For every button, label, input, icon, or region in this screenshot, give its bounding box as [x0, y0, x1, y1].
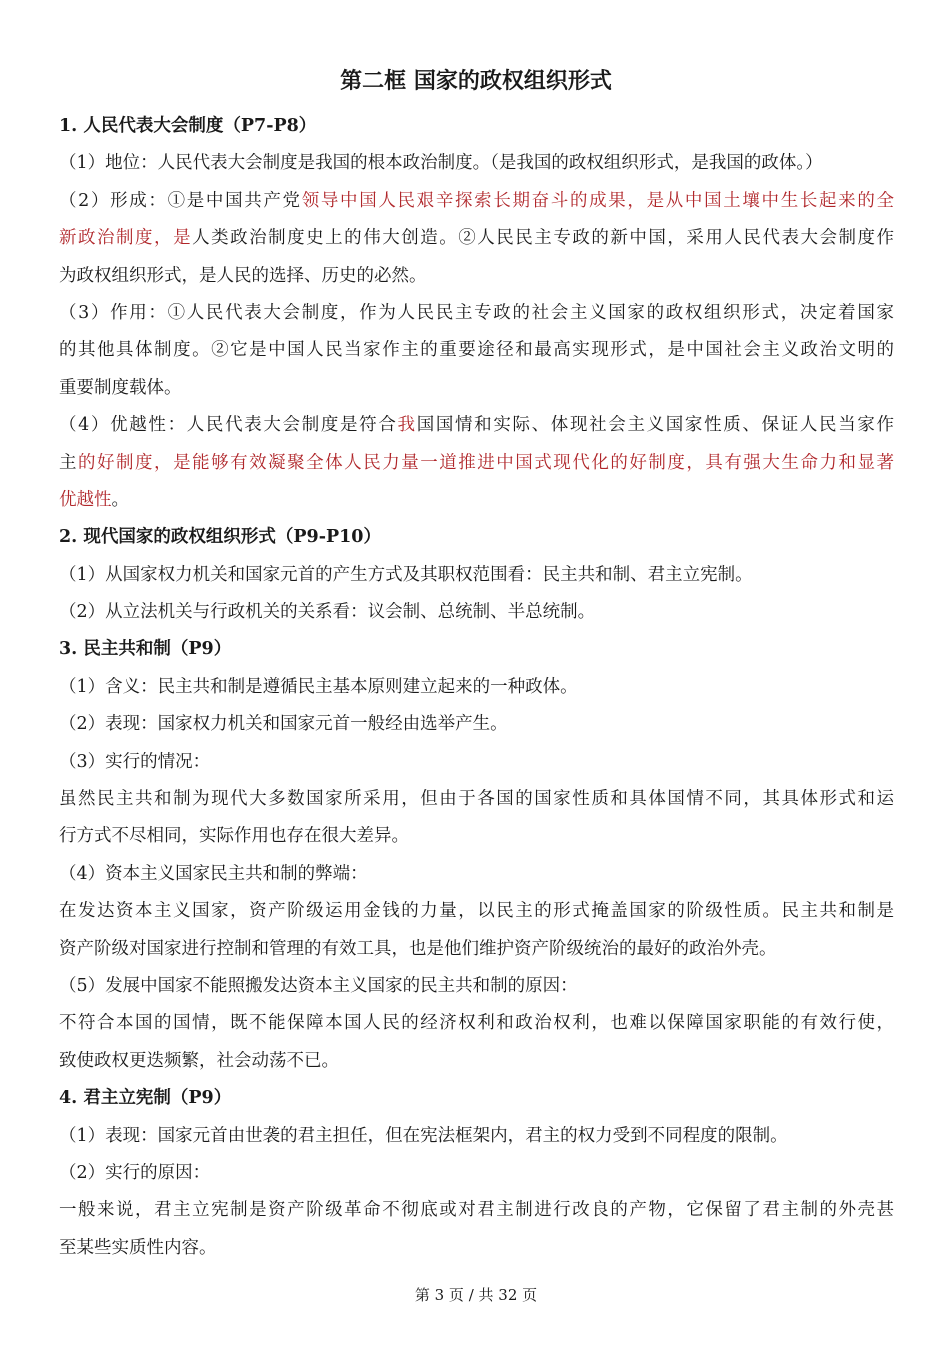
text-line	[59, 295, 894, 332]
text-segment: 不符合本国的国情，既不能保障本国人民的经济权利和政治权利，也难以保障国家职能的有效行使，	[59, 1013, 894, 1034]
text-segment: （2）实行的原因：	[59, 1162, 211, 1183]
text-line	[59, 183, 894, 220]
text-segment: 资产阶级对国家进行控制和管理的有效工具，也是他们维护资产阶级统治的最好的政治外壳。	[59, 938, 777, 959]
section-heading	[59, 519, 894, 556]
text-line	[59, 818, 894, 855]
text-segment: 1. 人民代表大会制度（P7-P8）	[59, 116, 317, 136]
text-line	[59, 1230, 894, 1267]
text-segment: 致使政权更迭频繁，社会动荡不已。	[59, 1050, 339, 1071]
text-segment: 重要制度载体。	[59, 377, 182, 398]
text-segment: （1）表现：国家元首由世袭的君主担任，但在宪法框架内，君主的权力受到不同程度的限制。	[59, 1125, 788, 1146]
text-segment: （1）含义：民主共和制是遵循民主基本原则建立起来的一种政体。	[59, 676, 578, 697]
highlighted-text: 的好制度，是能够有效凝聚全体人民力量一道推进中国式现代化的好制度，具有强大生命力和显著	[78, 452, 895, 473]
page-title: 第二框 国家的政权组织形式	[340, 68, 612, 94]
text-segment: （4）资本主义国家民主共和制的弊端：	[59, 863, 368, 884]
text-segment: 在发达资本主义国家，资产阶级运用金钱的力量，以民主的形式掩盖国家的阶级性质。民主共和制是	[59, 901, 894, 922]
text-segment: （3）作用：①人民代表大会制度，作为人民民主专政的社会主义国家的政权组织形式，决定着国家	[59, 302, 894, 323]
document-body	[59, 108, 894, 1267]
text-segment: （2）从立法机关与行政机关的关系看：议会制、总统制、半总统制。	[59, 602, 596, 623]
text-segment: 人类政治制度史上的伟大创造。②人民民主专政的新中国，采用人民代表大会制度作	[192, 228, 895, 249]
text-line	[59, 407, 894, 444]
highlighted-text: 领导中国人民艰辛探索长期奋斗的成果，是从中国土壤中生长起来的全	[301, 190, 895, 211]
section-heading	[59, 108, 894, 145]
text-line	[59, 1043, 894, 1080]
text-segment: （5）发展中国家不能照搬发达资本主义国家的民主共和制的原因：	[59, 975, 578, 996]
text-line	[59, 482, 894, 519]
text-segment: （2）表现：国家权力机关和国家元首一般经由选举产生。	[59, 714, 508, 735]
text-segment: 2. 现代国家的政权组织形式（P9-P10）	[59, 527, 381, 548]
text-line	[59, 557, 894, 594]
text-line	[59, 370, 894, 407]
text-line	[59, 781, 894, 818]
text-segment: 行方式不尽相同，实际作用也存在很大差异。	[59, 826, 409, 847]
text-segment: （1）地位：人民代表大会制度是我国的根本政治制度。（是我国的政权组织形式，是我国的政体。）	[59, 153, 823, 174]
text-line	[59, 220, 894, 257]
text-line	[59, 145, 894, 182]
text-line	[59, 594, 894, 631]
text-line	[59, 706, 894, 743]
text-line	[59, 856, 894, 893]
text-segment: 虽然民主共和制为现代大多数国家所采用，但由于各国的国家性质和具体国情不同，其具体形式和运	[59, 789, 894, 810]
text-segment: 一般来说，君主立宪制是资产阶级革命不彻底或对君主制进行改良的产物，它保留了君主制的外壳甚	[59, 1200, 894, 1221]
text-line	[59, 893, 894, 930]
text-line	[59, 931, 894, 968]
text-segment: 至某些实质性内容。	[59, 1237, 217, 1258]
section-heading	[59, 1080, 894, 1117]
text-segment: （1）从国家权力机关和国家元首的产生方式及其职权范围看：民主共和制、君主立宪制。	[59, 564, 753, 585]
text-line	[59, 968, 894, 1005]
text-segment: 国国情和实际、体现社会主义国家性质、保证人民当家作	[416, 415, 895, 436]
page-footer: 第 3 页 / 共 32 页	[414, 1286, 538, 1304]
text-line	[59, 669, 894, 706]
highlighted-text: 优越性	[59, 489, 112, 510]
text-line	[59, 332, 894, 369]
text-segment: （4）优越性：人民代表大会制度是符合	[59, 415, 398, 436]
text-line	[59, 258, 894, 295]
text-segment: （2）形成：①是中国共产党	[59, 190, 302, 211]
text-line	[59, 1192, 894, 1229]
text-segment: 为政权组织形式，是人民的选择、历史的必然。	[59, 265, 427, 286]
text-segment: 的其他具体制度。②它是中国人民当家作主的重要途径和最高实现形式，是中国社会主义政治文明的	[59, 340, 894, 361]
text-segment: 。	[111, 489, 129, 510]
text-segment: 4. 君主立宪制（P9）	[59, 1088, 232, 1109]
section-heading	[59, 631, 894, 668]
text-line	[59, 445, 894, 482]
text-segment: 主	[59, 452, 79, 473]
text-segment: 3. 民主共和制（P9）	[59, 639, 232, 660]
text-segment: （3）实行的情况：	[59, 751, 211, 772]
text-line	[59, 744, 894, 781]
text-line	[59, 1155, 894, 1192]
highlighted-text: 新政治制度，是	[59, 228, 193, 249]
text-line	[59, 1118, 894, 1155]
highlighted-text: 我	[397, 415, 417, 436]
text-line	[59, 1005, 894, 1042]
